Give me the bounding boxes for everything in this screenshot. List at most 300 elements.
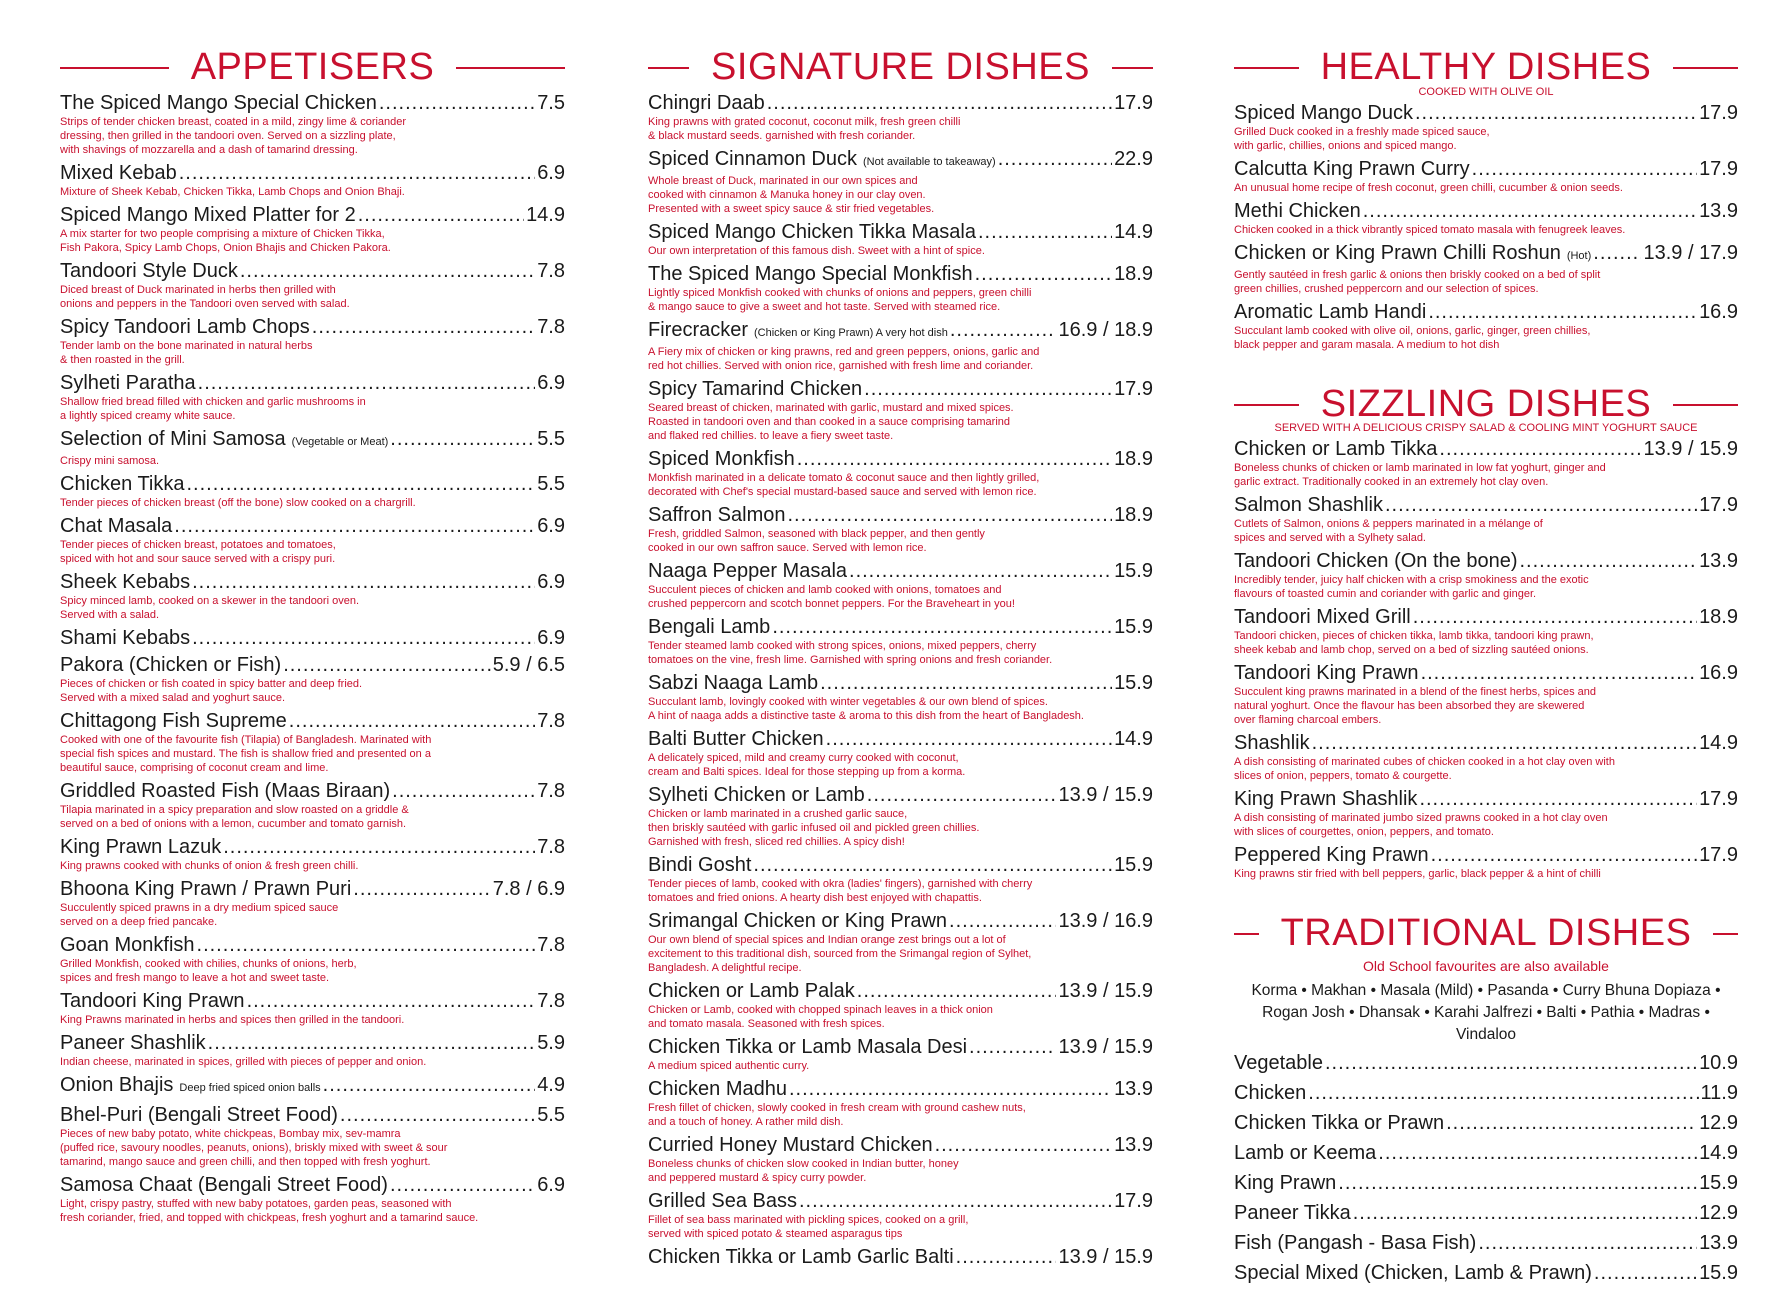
dot-leader bbox=[772, 616, 1112, 638]
menu-item-price: 7.8 bbox=[537, 779, 565, 802]
menu-item bbox=[60, 571, 565, 622]
menu-item-description: Chicken cooked in a thick vibrantly spiced tomato masala with fenugreek leaves. bbox=[1234, 223, 1626, 236]
dot-leader bbox=[826, 728, 1112, 750]
menu-item-price: 5.5 bbox=[537, 472, 565, 495]
menu-item-price: 14.9 bbox=[526, 203, 565, 226]
menu-item bbox=[60, 162, 565, 199]
appetisers-title: APPETISERS bbox=[190, 46, 435, 88]
menu-item bbox=[60, 878, 565, 929]
menu-item-price: 11.9 bbox=[1700, 1082, 1738, 1105]
menu-item-line bbox=[648, 728, 1153, 750]
menu-item-name: Shashlik bbox=[1234, 732, 1310, 755]
menu-item-price: 14.9 bbox=[1114, 727, 1153, 750]
menu-item-price: 14.9 bbox=[1699, 1142, 1738, 1165]
dot-leader bbox=[969, 1036, 1056, 1058]
menu-item bbox=[60, 428, 565, 468]
menu-item-name: Spiced Mango Mixed Platter for 2 bbox=[60, 203, 356, 226]
menu-item-name: Chicken bbox=[1234, 1082, 1307, 1105]
menu-item-name: Sabzi Naaga Lamb bbox=[648, 671, 819, 694]
menu-item-price: 13.9 / 15.9 bbox=[1058, 1035, 1153, 1058]
menu-item-description: Succulant lamb cooked with olive oil, onions, garlic, ginger, green chillies, black pepper and garam masala. A medium to hot dish bbox=[1234, 324, 1591, 351]
divider-line-right bbox=[1112, 67, 1153, 69]
dot-leader bbox=[857, 980, 1057, 1002]
menu-item-name: Samosa Chaat (Bengali Street Food) bbox=[60, 1173, 388, 1196]
menu-item bbox=[648, 263, 1153, 314]
menu-item-line bbox=[648, 1134, 1153, 1156]
menu-item-name: Chicken Madhu bbox=[648, 1077, 787, 1100]
menu-item-line bbox=[648, 378, 1153, 400]
menu-item-description: Shallow fried bread filled with chicken and garlic mushrooms in a lightly spiced creamy white sauce. bbox=[60, 395, 366, 422]
menu-item-line bbox=[60, 934, 565, 956]
menu-item bbox=[648, 92, 1153, 143]
menu-item-description: Cooked with one of the favourite fish (Tilapia) of Bangladesh. Marinated with special fish spices and mustard. The fish is shallow fried and presented on a beautiful sauce, comprising of coconut cream and lime. bbox=[60, 733, 432, 774]
menu-item bbox=[648, 1078, 1153, 1129]
menu-item-line bbox=[60, 204, 565, 226]
menu-item-line bbox=[648, 92, 1153, 114]
menu-item-line bbox=[1234, 662, 1738, 684]
menu-item-line bbox=[648, 319, 1153, 344]
menu-item-line bbox=[1234, 550, 1738, 572]
menu-item bbox=[60, 1174, 565, 1225]
signature-dishes-list bbox=[648, 92, 1153, 1268]
menu-item-price: 7.8 / 6.9 bbox=[492, 877, 565, 900]
menu-item-line bbox=[60, 473, 565, 495]
dot-leader bbox=[789, 1078, 1112, 1100]
menu-item bbox=[648, 319, 1153, 373]
menu-item-description: Chicken or Lamb, cooked with chopped spinach leaves in a thick onion and tomato masala. Seasoned with fresh spices. bbox=[648, 1003, 993, 1030]
menu-item-line bbox=[1234, 1052, 1738, 1074]
menu-item bbox=[1234, 550, 1738, 601]
menu-item-line bbox=[648, 1246, 1153, 1268]
sizzling-dishes-subtitle: SERVED WITH A DELICIOUS CRISPY SALAD & COOLING MINT YOGHURT SAUCE bbox=[1274, 422, 1698, 435]
menu-item-description: Succulent king prawns marinated in a blend of the finest herbs, spices and natural yoghurt. Once the flavour has been absorbed they are skewered over flaming charcoal embers. bbox=[1234, 686, 1596, 727]
menu-item bbox=[1234, 1082, 1738, 1104]
menu-item-line bbox=[648, 263, 1153, 285]
menu-item-price: 4.9 bbox=[537, 1073, 565, 1096]
dot-leader bbox=[247, 990, 536, 1012]
menu-item-name: Vegetable bbox=[1234, 1052, 1323, 1075]
menu-item-price: 18.9 bbox=[1114, 503, 1153, 526]
dot-leader bbox=[1363, 200, 1697, 222]
menu-item-description: Fillet of sea bass marinated with pickling spices, cooked on a grill, served with spiced potato & steamed asparagus tips bbox=[648, 1213, 969, 1240]
menu-item-name: Tandoori King Prawn bbox=[60, 989, 245, 1012]
menu-item-description: Pieces of chicken or fish coated in spicy batter and deep fried. Served with a mixed salad and yoghurt sauce. bbox=[60, 677, 363, 704]
menu-item-name: Bhoona King Prawn / Prawn Puri bbox=[60, 877, 352, 900]
dot-leader bbox=[1308, 1082, 1698, 1104]
sizzling-dishes-header bbox=[1234, 383, 1738, 427]
menu-item bbox=[1234, 732, 1738, 783]
menu-item-line bbox=[1234, 438, 1738, 460]
menu-item bbox=[1234, 1232, 1738, 1254]
menu-item-price: 5.9 / 6.5 bbox=[492, 653, 565, 676]
divider-line-left bbox=[60, 67, 169, 69]
menu-item-name: Pakora (Chicken or Fish) bbox=[60, 653, 282, 676]
menu-item bbox=[60, 515, 565, 566]
menu-item-line bbox=[60, 428, 565, 453]
menu-item-line bbox=[1234, 242, 1738, 267]
menu-item-line bbox=[60, 571, 565, 593]
menu-item-description: Boneless chunks of chicken or lamb marinated in low fat yoghurt, ginger and garlic extract. Traditionally cooked in an extremely hot clay oven. bbox=[1234, 462, 1606, 489]
menu-item-name: Chicken or Lamb Tikka bbox=[1234, 438, 1438, 461]
menu-item-line bbox=[648, 910, 1153, 932]
menu-item-price: 14.9 bbox=[1699, 732, 1738, 755]
menu-item-line bbox=[1234, 1262, 1738, 1284]
menu-item-name: Shami Kebabs bbox=[60, 626, 191, 649]
menu-item-price: 7.8 bbox=[537, 933, 565, 956]
menu-item-price: 10.9 bbox=[1699, 1052, 1738, 1075]
menu-item-price: 13.9 bbox=[1114, 1077, 1153, 1100]
dot-leader bbox=[358, 204, 524, 226]
menu-item-name: Curried Honey Mustard Chicken bbox=[648, 1133, 933, 1156]
menu-item-note: (Vegetable or Meat) bbox=[291, 435, 389, 448]
dot-leader bbox=[1419, 788, 1697, 810]
menu-item-description: Indian cheese, marinated in spices, grilled with pieces of pepper and onion. bbox=[60, 1055, 427, 1068]
menu-item-price: 15.9 bbox=[1114, 671, 1153, 694]
dot-leader bbox=[867, 784, 1057, 806]
dot-leader bbox=[392, 780, 535, 802]
menu-item-line bbox=[1234, 844, 1738, 866]
section-spacer bbox=[1234, 886, 1738, 912]
menu-item bbox=[648, 728, 1153, 779]
dot-leader bbox=[174, 515, 535, 537]
menu-item-description: Crispy mini samosa. bbox=[60, 454, 160, 467]
menu-item-price: 22.9 bbox=[1114, 147, 1153, 170]
healthy-dishes-header bbox=[1234, 46, 1738, 90]
menu-item-name: King Prawn Shashlik bbox=[1234, 788, 1418, 811]
menu-item bbox=[1234, 1172, 1738, 1194]
menu-item bbox=[60, 990, 565, 1027]
menu-item-price: 17.9 bbox=[1114, 91, 1153, 114]
menu-item-line bbox=[648, 221, 1153, 243]
menu-item-price: 17.9 bbox=[1699, 157, 1738, 180]
menu-item-name: Spiced Cinnamon Duck bbox=[648, 147, 857, 170]
dot-leader bbox=[1385, 494, 1697, 516]
dot-leader bbox=[1472, 158, 1697, 180]
menu-item bbox=[648, 616, 1153, 667]
menu-item bbox=[60, 1074, 565, 1099]
healthy-dishes-title: HEALTHY DISHES bbox=[1320, 46, 1652, 88]
menu-item-price: 13.9 bbox=[1699, 550, 1738, 573]
menu-item-price: 16.9 bbox=[1699, 300, 1738, 323]
dot-leader bbox=[390, 1174, 535, 1196]
dot-leader bbox=[1413, 606, 1697, 628]
dot-leader bbox=[799, 1190, 1112, 1212]
curry-styles-list: Korma • Makhan • Masala (Mild) • Pasanda • Curry Bhuna Dopiaza • Rogan Josh • Dhansak • Karahi Jalfrezi • Balti • Pathia • Madras • Vindaloo bbox=[1251, 982, 1721, 1044]
menu-item-name: Bindi Gosht bbox=[648, 853, 752, 876]
menu-item-price: 16.9 / 18.9 bbox=[1058, 318, 1153, 341]
dot-leader bbox=[340, 1104, 535, 1126]
menu-item-line bbox=[1234, 1202, 1738, 1224]
menu-item-line bbox=[648, 448, 1153, 470]
menu-item bbox=[60, 836, 565, 873]
menu-item-name: Paneer Tikka bbox=[1234, 1202, 1351, 1225]
dot-leader bbox=[379, 92, 535, 114]
menu-item-description: Gently sautéed in fresh garlic & onions then briskly cooked on a bed of split green chillies, crushed peppercorn and our selection of spices. bbox=[1234, 268, 1601, 295]
menu-item-name: Paneer Shashlik bbox=[60, 1031, 206, 1054]
menu-item-price: 13.9 / 17.9 bbox=[1643, 241, 1738, 264]
menu-item-price: 7.8 bbox=[537, 709, 565, 732]
menu-item-name: Peppered King Prawn bbox=[1234, 844, 1429, 867]
menu-item-name: Goan Monkfish bbox=[60, 933, 195, 956]
traditional-dishes-subtitle: Old School favourites are also available bbox=[1363, 958, 1609, 975]
menu-item-line bbox=[1234, 1112, 1738, 1134]
menu-item-price: 18.9 bbox=[1114, 447, 1153, 470]
menu-item bbox=[1234, 242, 1738, 296]
dot-leader bbox=[187, 473, 536, 495]
menu-item-line bbox=[1234, 606, 1738, 628]
menu-item-description: Monkfish marinated in a delicate tomato & coconut sauce and then lightly grilled, decorated with Chef's special mustard-based sauce and served with lemon rice. bbox=[648, 471, 1040, 498]
dot-leader bbox=[197, 934, 536, 956]
menu-item-name: Balti Butter Chicken bbox=[648, 727, 824, 750]
menu-item bbox=[648, 910, 1153, 975]
menu-item-price: 17.9 bbox=[1699, 844, 1738, 867]
menu-item-name: Onion Bhajis bbox=[60, 1073, 174, 1096]
menu-item-price: 13.9 bbox=[1699, 1232, 1738, 1255]
dot-leader bbox=[1325, 1052, 1697, 1074]
menu-item-price: 13.9 bbox=[1699, 199, 1738, 222]
menu-item-description: Tilapia marinated in a spicy preparation and slow roasted on a griddle & served on a bed of onions with a lemon, cucumber and tomato garnish. bbox=[60, 803, 409, 830]
menu-item-line bbox=[648, 784, 1153, 806]
menu-item bbox=[648, 1134, 1153, 1185]
dot-leader bbox=[390, 428, 535, 450]
menu-item-name: Selection of Mini Samosa bbox=[60, 427, 286, 450]
menu-item-note: (Chicken or King Prawn) A very hot dish bbox=[754, 326, 948, 339]
menu-item-name: The Spiced Mango Special Chicken bbox=[60, 91, 377, 114]
divider-line-right bbox=[1673, 67, 1738, 69]
menu-item-description: King Prawns marinated in herbs and spices then grilled in the tandoori. bbox=[60, 1013, 405, 1026]
healthy-dishes-subtitle: COOKED WITH OLIVE OIL bbox=[1418, 85, 1554, 98]
menu-item-description: Our own blend of special spices and Indian orange zest brings out a lot of excitement to this traditional dish, sourced from the Srimangal region of Sylhet, Bangladesh. A delightful recipe. bbox=[648, 933, 1032, 974]
menu-item bbox=[1234, 1202, 1738, 1224]
menu-item-line bbox=[60, 1074, 565, 1099]
dot-leader bbox=[950, 319, 1057, 341]
menu-item-name: Spicy Tamarind Chicken bbox=[648, 377, 863, 400]
menu-item-name: Chicken Tikka bbox=[60, 472, 185, 495]
menu-item-price: 18.9 bbox=[1699, 606, 1738, 629]
menu-item-name: Tandoori Chicken (On the bone) bbox=[1234, 550, 1518, 573]
dot-leader bbox=[797, 448, 1112, 470]
menu-item-line bbox=[648, 616, 1153, 638]
menu-item-line bbox=[60, 515, 565, 537]
menu-item-name: Firecracker bbox=[648, 318, 749, 341]
menu-item bbox=[648, 784, 1153, 849]
traditional-dishes-title: TRADITIONAL DISHES bbox=[1280, 912, 1692, 955]
menu-item-line bbox=[1234, 1172, 1738, 1194]
dot-leader bbox=[849, 560, 1112, 582]
menu-item-price: 15.9 bbox=[1114, 853, 1153, 876]
menu-item-name: Salmon Shashlik bbox=[1234, 494, 1383, 517]
menu-item-description: A dish consisting of marinated jumbo sized prawns cooked in a hot clay oven with slices of courgettes, onion, peppers, and tomato. bbox=[1234, 812, 1608, 839]
dot-leader bbox=[767, 92, 1112, 114]
menu-item-price: 15.9 bbox=[1114, 559, 1153, 582]
menu-item bbox=[648, 1246, 1153, 1268]
menu-item-name: Sylheti Chicken or Lamb bbox=[648, 783, 865, 806]
menu-item bbox=[60, 934, 565, 985]
dot-leader bbox=[1478, 1232, 1697, 1254]
dot-leader bbox=[949, 910, 1056, 932]
menu-item bbox=[1234, 1142, 1738, 1164]
menu-item bbox=[648, 1036, 1153, 1073]
menu-item-description: Light, crispy pastry, stuffed with new baby potatoes, garden peas, seasoned with fresh coriander, fried, and topped with chickpeas, fresh yoghurt and a tamarind sauce. bbox=[60, 1197, 479, 1224]
menu-item-price: 13.9 / 15.9 bbox=[1058, 979, 1153, 1002]
menu-item-line bbox=[60, 92, 565, 114]
menu-item-line bbox=[648, 1036, 1153, 1058]
menu-item-line bbox=[60, 710, 565, 732]
menu-item-line bbox=[1234, 1082, 1738, 1104]
divider-line-right bbox=[1713, 933, 1738, 935]
menu-item-description: Seared breast of chicken, marinated with garlic, mustard and mixed spices. Roasted in tandoori oven and than cooked in a sauce comprising tamarind and flaked red chillies. to leave a fiery sweet taste. bbox=[648, 401, 1014, 442]
menu-item bbox=[648, 378, 1153, 443]
menu-item-description: Strips of tender chicken breast, coated in a mild, zingy lime & coriander dressing, then grilled in the tandoori oven. Served on a sizzling plate, with shavings of mozzarella and a dash of tamarind dressing. bbox=[60, 115, 407, 156]
menu-item-line bbox=[648, 1078, 1153, 1100]
signature-dishes-title: SIGNATURE DISHES bbox=[711, 46, 1090, 88]
section-spacer bbox=[1234, 357, 1738, 383]
appetisers-list bbox=[60, 92, 565, 1225]
dot-leader bbox=[192, 571, 535, 593]
divider-line-left bbox=[648, 67, 689, 69]
menu-item-line bbox=[60, 1032, 565, 1054]
menu-item-name: Chicken Tikka or Lamb Garlic Balti bbox=[648, 1245, 954, 1268]
menu-column-1 bbox=[60, 46, 565, 1230]
menu-item-line bbox=[60, 162, 565, 184]
menu-item bbox=[1234, 788, 1738, 839]
menu-item-line bbox=[60, 1174, 565, 1196]
menu-item-description: Our own interpretation of this famous dish. Sweet with a hint of spice. bbox=[648, 244, 985, 257]
menu-item-description: Fresh fillet of chicken, slowly cooked in fresh cream with ground cashew nuts, and a touch of honey. A rather mild dish. bbox=[648, 1101, 1026, 1128]
sizzling-dishes-title: SIZZLING DISHES bbox=[1320, 382, 1652, 425]
dot-leader bbox=[1439, 438, 1641, 460]
menu-item bbox=[60, 654, 565, 705]
menu-item bbox=[648, 672, 1153, 723]
dot-leader bbox=[820, 672, 1112, 694]
menu-item-price: 13.9 / 15.9 bbox=[1643, 438, 1738, 461]
menu-item-line bbox=[648, 1190, 1153, 1212]
traditional-dishes-list bbox=[1234, 1052, 1738, 1284]
menu-item-name: Srimangal Chicken or King Prawn bbox=[648, 909, 948, 932]
dot-leader bbox=[975, 263, 1112, 285]
menu-item-line bbox=[60, 878, 565, 900]
menu-item-name: Tandoori Style Duck bbox=[60, 259, 238, 282]
menu-item-line bbox=[60, 260, 565, 282]
menu-item-price: 15.9 bbox=[1699, 1172, 1738, 1195]
menu-item-line bbox=[648, 854, 1153, 876]
menu-item-name: Bhel-Puri (Bengali Street Food) bbox=[60, 1103, 338, 1126]
dot-leader bbox=[1431, 844, 1697, 866]
menu-item-price: 17.9 bbox=[1114, 377, 1153, 400]
menu-item-name: Chicken Tikka or Lamb Masala Desi bbox=[648, 1035, 968, 1058]
menu-item-description: Lightly spiced Monkfish cooked with chunks of onions and peppers, green chilli & mango sauce to give a sweet and hot taste. Served with steamed rice. bbox=[648, 286, 1032, 313]
menu-item bbox=[1234, 438, 1738, 489]
menu-item-name: Saffron Salmon bbox=[648, 503, 786, 526]
dot-leader bbox=[1593, 242, 1641, 264]
signature-dishes-header bbox=[648, 46, 1153, 90]
dot-leader bbox=[978, 221, 1112, 243]
menu-item bbox=[1234, 1112, 1738, 1134]
dot-leader bbox=[956, 1246, 1057, 1268]
dot-leader bbox=[289, 710, 535, 732]
menu-item-line bbox=[648, 148, 1153, 173]
menu-item-line bbox=[648, 560, 1153, 582]
menu-item-name: Aromatic Lamb Handi bbox=[1234, 300, 1427, 323]
menu-item-description: A Fiery mix of chicken or king prawns, red and green peppers, onions, garlic and red hot chillies. Served with onion rice, garnished with fresh lime and coriander. bbox=[648, 345, 1040, 372]
menu-item bbox=[60, 710, 565, 775]
menu-item bbox=[1234, 1262, 1738, 1284]
menu-item-price: 18.9 bbox=[1114, 262, 1153, 285]
menu-item-description: Tandoori chicken, pieces of chicken tikka, lamb tikka, tandoori king prawn, sheek kebab and lamb chop, served on a bed of sizzling sautéed onions. bbox=[1234, 630, 1594, 657]
menu-item bbox=[60, 260, 565, 311]
menu-item-name: King Prawn Lazuk bbox=[60, 835, 222, 858]
dot-leader bbox=[1415, 102, 1697, 124]
menu-item-price: 13.9 / 16.9 bbox=[1058, 909, 1153, 932]
menu-item-description: Pieces of new baby potato, white chickpeas, Bombay mix, sev-mamra (puffed rice, savoury noodles, peanuts, onions), briskly mixed with sweet & sour tamarind, mango sauce and green chilli, and then topped with fresh yoghurt. bbox=[60, 1127, 448, 1168]
dot-leader bbox=[1312, 732, 1697, 754]
traditional-dishes-header bbox=[1234, 912, 1738, 956]
dot-leader bbox=[753, 854, 1112, 876]
menu-item-name: Sheek Kebabs bbox=[60, 570, 191, 593]
menu-item-price: 14.9 bbox=[1114, 220, 1153, 243]
menu-item bbox=[60, 316, 565, 367]
menu-item bbox=[1234, 102, 1738, 153]
menu-item-line bbox=[60, 627, 565, 649]
menu-item-name: Calcutta King Prawn Curry bbox=[1234, 157, 1470, 180]
menu-item-price: 12.9 bbox=[1699, 1202, 1738, 1225]
menu-item-line bbox=[1234, 158, 1738, 180]
menu-item-price: 17.9 bbox=[1699, 494, 1738, 517]
dot-leader bbox=[998, 148, 1112, 170]
menu-item-line bbox=[1234, 1142, 1738, 1164]
menu-item-name: Chicken or King Prawn Chilli Roshun bbox=[1234, 241, 1561, 264]
menu-item-line bbox=[648, 504, 1153, 526]
menu-item bbox=[648, 148, 1153, 216]
menu-item-description: Grilled Monkfish, cooked with chilies, chunks of onions, herb, spices and fresh mango to leave a hot and sweet taste. bbox=[60, 957, 357, 984]
menu-item-price: 6.9 bbox=[537, 1173, 565, 1196]
menu-item-description: King prawns cooked with chunks of onion & fresh green chilli. bbox=[60, 859, 359, 872]
menu-item bbox=[60, 780, 565, 831]
dot-leader bbox=[1428, 301, 1697, 323]
menu-item bbox=[648, 448, 1153, 499]
menu-item-name: Chat Masala bbox=[60, 514, 173, 537]
sizzling-dishes-list bbox=[1234, 438, 1738, 881]
menu-item-description: Fresh, griddled Salmon, seasoned with black pepper, and then gently cooked in our own saffron sauce. Served with lemon rice. bbox=[648, 527, 985, 554]
menu-item bbox=[648, 221, 1153, 258]
menu-item-description: Chicken or lamb marinated in a crushed garlic sauce, then briskly sautéed with garlic infused oil and pickled green chillies. Garnished with fresh, sliced red chillies. A spicy dish! bbox=[648, 807, 980, 848]
menu-item-line bbox=[1234, 494, 1738, 516]
menu-item-description: Spicy minced lamb, cooked on a skewer in the tandoori oven. Served with a salad. bbox=[60, 594, 359, 621]
menu-item-price: 5.9 bbox=[537, 1031, 565, 1054]
menu-item-price: 7.8 bbox=[537, 315, 565, 338]
dot-leader bbox=[179, 162, 535, 184]
menu-item-name: Mixed Kebab bbox=[60, 161, 177, 184]
menu-item bbox=[60, 627, 565, 649]
menu-item bbox=[1234, 494, 1738, 545]
menu-item-description: Succulently spiced prawns in a dry medium spiced sauce served on a deep fried pancake. bbox=[60, 901, 339, 928]
dot-leader bbox=[240, 260, 535, 282]
dot-leader bbox=[1446, 1112, 1697, 1134]
divider-line-right bbox=[1673, 404, 1738, 406]
menu-item-name: Sylheti Paratha bbox=[60, 371, 196, 394]
menu-item-name: Special Mixed (Chicken, Lamb & Prawn) bbox=[1234, 1262, 1592, 1285]
menu-item bbox=[60, 473, 565, 510]
dot-leader bbox=[323, 1074, 536, 1096]
dot-leader bbox=[935, 1134, 1113, 1156]
menu-item-description: Tender pieces of lamb, cooked with okra (ladies' fingers), garnished with cherry tomatoes and fried onions. A hearty dish best enjoyed with chapattis. bbox=[648, 877, 1033, 904]
menu-item bbox=[60, 372, 565, 423]
menu-item bbox=[60, 92, 565, 157]
menu-item-line bbox=[60, 1104, 565, 1126]
menu-item-description: A mix starter for two people comprising a mixture of Chicken Tikka, Fish Pakora, Spicy Lamb Chops, Onion Bhajis and Chicken Pakora. bbox=[60, 227, 391, 254]
menu-item bbox=[1234, 158, 1738, 195]
menu-item-line bbox=[1234, 102, 1738, 124]
